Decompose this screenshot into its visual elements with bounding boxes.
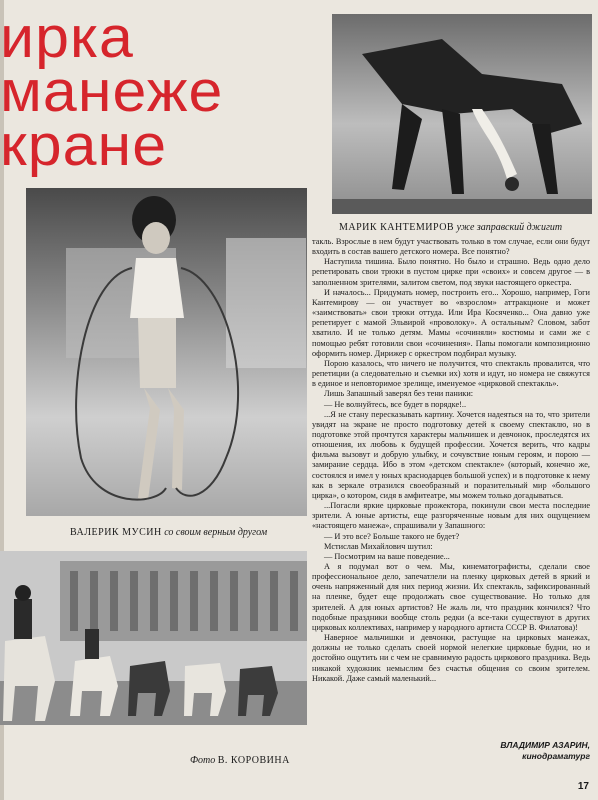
article-paragraph: Наступила тишина. Было понятно. Но было и страшно. Ведь одно дело репетировать свои трюки в пустом цирке при «своих» и совсем другое — в заполненном зрителями, залитом светом, под звуки настоящего оркестра. xyxy=(312,257,590,287)
photo-horse-parade xyxy=(0,551,307,725)
headline-line-1: ирка xyxy=(0,5,134,70)
article-paragraph: — Не волнуйтесь, все будет в порядке!.. xyxy=(324,399,467,409)
author-role: кинодраматург xyxy=(522,751,590,761)
photo-credit-label: Фото xyxy=(190,755,216,766)
article-paragraph: — Посмотрим на ваше поведение... xyxy=(324,551,450,561)
girl-caption xyxy=(70,527,267,538)
author-name: ВЛАДИМИР АЗАРИН, xyxy=(500,740,590,750)
horse-caption xyxy=(339,222,562,233)
girl-caption-text: со своим верным другом xyxy=(164,527,268,538)
photo-credit-name: В. КОРОВИНА xyxy=(217,755,290,766)
headline-line-3: кране xyxy=(0,113,168,178)
horse-caption-text: уже заправский джигит xyxy=(456,222,563,233)
photo-credit xyxy=(190,755,290,766)
photo-horse-rider xyxy=(332,14,592,214)
article-paragraph: ...Я не стану пересказывать картину. Хочется надеяться на то, что зрители увидят на экране не просто подготовку детей к своему спектаклю, но в подготовке этой прочтутся характеры мальчишек и девчонок, проследятся их отношения, их любовь к будущей профессии. Хочется верить, что кадры фильма вызовут и добрую улыбку, и сочувствие юным героям, и порою — замирание сердца. Ибо в этом «детском спектакле» (который, конечно же, состоялся и имел у юных краснодарцев большой успех) и в подготовке к нему как в зеркале отразился своеобразный и поразительный мир «большого цирка», о котором, сидя в амфитеатре, мы можем только догадываться. xyxy=(312,409,590,500)
headline-line-2: манеже xyxy=(0,59,224,124)
article-paragraph: И началось... Придумать номер, построить его... Хорошо, например, Гоги Кантемирову — он участвует во «взрослом» аттракционе и может «заимствовать» свои трюки оттуда. Или Ира Косяченко... Она давно уже репетирует с мамой Эльвирой «проволоку». А остальным? Словом, забот хватило. И не только детям. Мамы «сочиняли» костюмы и сами же с помощью ребят готовили свои «сочинения». Папы помогали композиционно оформить номер. Дирижер с оркестром подбирал музыку. xyxy=(312,287,590,358)
girl-caption-name: ВАЛЕРИК МУСИН xyxy=(70,527,162,538)
author-signature xyxy=(500,740,590,762)
photo-girl-jump-rope xyxy=(26,188,307,516)
article-paragraph: Порою казалось, что ничего не получится, что спектакль провалится, что репетиции (а следовательно и съемки их) хотя и идут, но номера не свяжутся в единое и неповторимое зрелище, именуемое «цирковой спектакль». xyxy=(312,358,590,389)
article-paragraph: Наверное мальчишки и девчонки, растущие на цирковых манежах, должны не только сделать своей нормой нелегкие цирковые будни, но и достойно ощутить ни с чем не сравнимую радость циркового праздника. Ведь никакой художник немыслим без счастья общения со своим зрителем. Никакой. Даже самый маленький... xyxy=(312,633,590,683)
article-paragraph: Мстислав Михайлович шутил: xyxy=(324,541,433,551)
article-body xyxy=(312,237,590,684)
article-paragraph: — И это все? Больше такого не будет? xyxy=(324,531,460,541)
article-paragraph: Лишь Запашный заверял без тени паники: xyxy=(324,389,474,399)
page-number: 17 xyxy=(577,781,589,792)
article-paragraph: такль. Взрослые в нем будут участвовать только в том случае, если они будут входить в состав вашего детского номера. Все понятно? xyxy=(312,237,590,257)
article-paragraph: ...Погасли яркие цирковые прожектора, покинули свои места последние зрители. А юные артисты, еще разгоряченные новым для них ощущением «настоящего манежа», спрашивали у Запашного: xyxy=(312,501,590,531)
horse-caption-name: МАРИК КАНТЕМИРОВ xyxy=(339,222,455,233)
article-paragraph: А я подумал вот о чем. Мы, кинематографисты, сделали свое профессиональное дело, запечатлели на пленку цирковых детей в яркий и очень напряженный для них период жизни. Их спектакль, зафиксированный на пленке, будет еще продолжать свое существование. Но только для зрителей. А для юных артистов? Не жаль ли, что праздник кончился? Что подобные праздники вообще столь редки (а все-таки существуют в других цирковых коллективах, например у народного артиста СССР В. Филатова)! xyxy=(312,562,590,632)
